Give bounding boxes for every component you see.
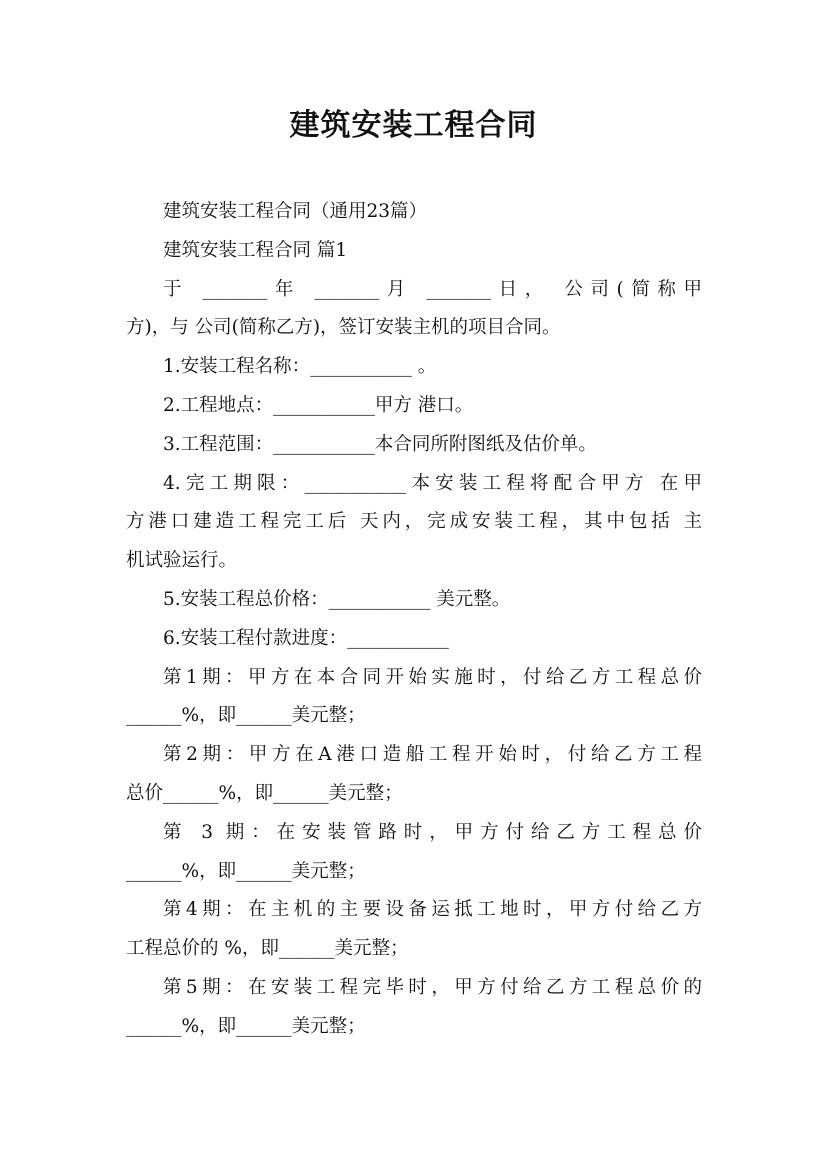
- document-subtitle: 建筑安装工程合同（通用23篇）: [163, 201, 428, 222]
- payment-5: [126, 969, 702, 1047]
- intro-line-2: 方)，与 公司(简称乙方)，签订安装主机的项目合同。: [126, 317, 561, 339]
- item-6: 6.安装工程付款进度：___________: [163, 627, 449, 649]
- document-title: 建筑安装工程合同: [289, 108, 538, 143]
- payment-1-line-2: ______%，即______美元整；: [126, 705, 366, 727]
- intro-line-1: 于 _______年 _______月 _______日， 公司(简称甲: [163, 278, 702, 300]
- item-1: 1.安装工程名称：___________ 。: [163, 356, 437, 378]
- payment-1-line-1: 第1期：甲方在本合同开始实施时，付给乙方工程总价: [163, 666, 702, 688]
- payment-4: [126, 891, 702, 969]
- intro-paragraph: [126, 271, 702, 349]
- payment-1: [126, 659, 702, 737]
- item-4-line-1: 4.完工期限：___________本安装工程将配合甲方 在甲: [163, 472, 702, 494]
- payment-3-line-2: ______%，即______美元整；: [126, 860, 366, 882]
- item-4-line-3: 机试验运行。: [126, 550, 238, 572]
- section-heading: 建筑安装工程合同 篇1: [163, 239, 348, 261]
- item-4-line-2: 方港口建造工程完工后 天内，完成安装工程，其中包括 主: [126, 511, 702, 533]
- item-3: 3.工程范围：___________本合同所附图纸及估价单。: [163, 433, 597, 455]
- payment-3: [126, 814, 702, 892]
- payment-5-line-1: 第5期：在安装工程完毕时，甲方付给乙方工程总价的: [163, 976, 702, 998]
- payment-4-line-2: 工程总价的 %，即______美元整；: [126, 938, 409, 960]
- payment-5-line-2: ______%，即______美元整；: [126, 1015, 366, 1037]
- item-4: [126, 465, 702, 581]
- payment-2-line-1: 第2期：甲方在A港口造船工程开始时，付给乙方工程: [163, 744, 702, 766]
- item-5: 5.安装工程总价格：___________ 美元整。: [163, 588, 511, 610]
- payment-4-line-1: 第4期：在主机的主要设备运抵工地时，甲方付给乙方: [163, 899, 702, 921]
- payment-2-line-2: 总价______%，即______美元整；: [126, 782, 403, 804]
- document-body: [126, 193, 702, 1047]
- item-2: 2.工程地点：___________甲方 港口。: [163, 394, 474, 416]
- payment-3-line-1: 第 3 期：在安装管路时，甲方付给乙方工程总价: [163, 821, 702, 843]
- payment-2: [126, 736, 702, 814]
